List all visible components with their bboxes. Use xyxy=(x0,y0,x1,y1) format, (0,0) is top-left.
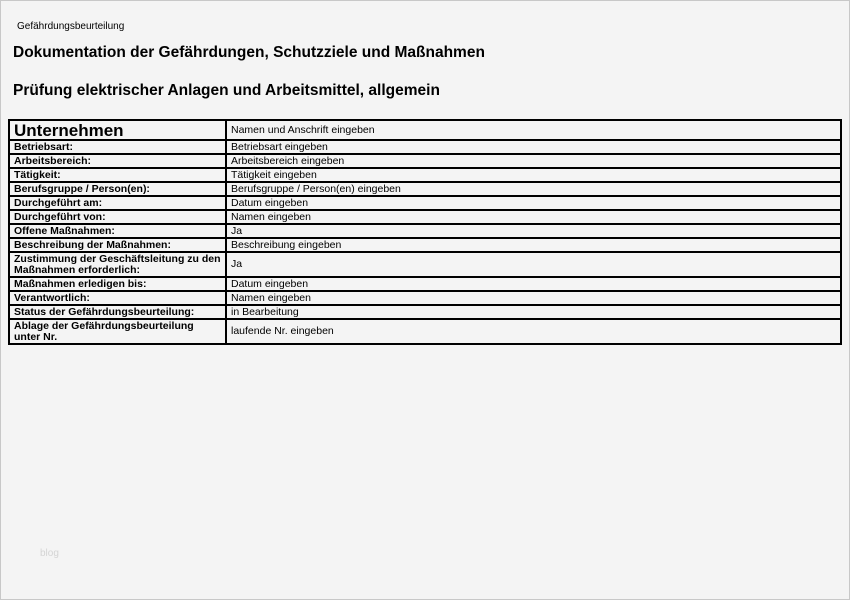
form-label: Durchgeführt von: xyxy=(9,210,226,224)
form-value-field[interactable]: Namen eingeben xyxy=(226,210,841,224)
form-value-field[interactable]: Namen eingeben xyxy=(226,291,841,305)
form-value-field[interactable]: Betriebsart eingeben xyxy=(226,140,841,154)
form-row xyxy=(9,319,841,344)
form-row xyxy=(9,277,841,291)
form-row xyxy=(9,238,841,252)
form-label: Verantwortlich: xyxy=(9,291,226,305)
form-value-field[interactable]: Beschreibung eingeben xyxy=(226,238,841,252)
form-value-field[interactable]: Namen und Anschrift eingeben xyxy=(226,120,841,140)
form-row xyxy=(9,140,841,154)
form-value-field[interactable]: laufende Nr. eingeben xyxy=(226,319,841,344)
form-value-field[interactable]: Arbeitsbereich eingeben xyxy=(226,154,841,168)
form-value-field[interactable]: in Bearbeitung xyxy=(226,305,841,319)
form-row xyxy=(9,196,841,210)
watermark: blog xyxy=(40,548,59,559)
form-value-field[interactable]: Datum eingeben xyxy=(226,196,841,210)
form-label: Arbeitsbereich: xyxy=(9,154,226,168)
form-row xyxy=(9,291,841,305)
form-row xyxy=(9,168,841,182)
form-value-field[interactable]: Tätigkeit eingeben xyxy=(226,168,841,182)
form-label: Berufsgruppe / Person(en): xyxy=(9,182,226,196)
form-row xyxy=(9,154,841,168)
form-row xyxy=(9,182,841,196)
form-label: Status der Gefährdungsbeurteilung: xyxy=(9,305,226,319)
form-label: Maßnahmen erledigen bis: xyxy=(9,277,226,291)
form-value-field[interactable]: Berufsgruppe / Person(en) eingeben xyxy=(226,182,841,196)
form-label: Durchgeführt am: xyxy=(9,196,226,210)
form-value-field[interactable]: Ja xyxy=(226,252,841,277)
form-label: Zustimmung der Geschäftsleitung zu den Maßnahmen erforderlich: xyxy=(9,252,226,277)
form-label: Betriebsart: xyxy=(9,140,226,154)
form-label: Tätigkeit: xyxy=(9,168,226,182)
form-label: Ablage der Gefährdungsbeurteilung unter Nr. xyxy=(9,319,226,344)
page-title: Dokumentation der Gefährdungen, Schutzziele und Maßnahmen xyxy=(13,44,485,61)
form-label: Unternehmen xyxy=(9,120,226,140)
page-subtitle: Prüfung elektrischer Anlagen und Arbeitsmittel, allgemein xyxy=(13,82,440,99)
assessment-form-table xyxy=(8,119,842,345)
form-row xyxy=(9,210,841,224)
form-row xyxy=(9,120,841,140)
form-row xyxy=(9,305,841,319)
form-label: Offene Maßnahmen: xyxy=(9,224,226,238)
document-header-label: Gefährdungsbeurteilung xyxy=(17,21,125,32)
form-value-field[interactable]: Datum eingeben xyxy=(226,277,841,291)
form-label: Beschreibung der Maßnahmen: xyxy=(9,238,226,252)
form-value-field[interactable]: Ja xyxy=(226,224,841,238)
form-row xyxy=(9,252,841,277)
form-row xyxy=(9,224,841,238)
